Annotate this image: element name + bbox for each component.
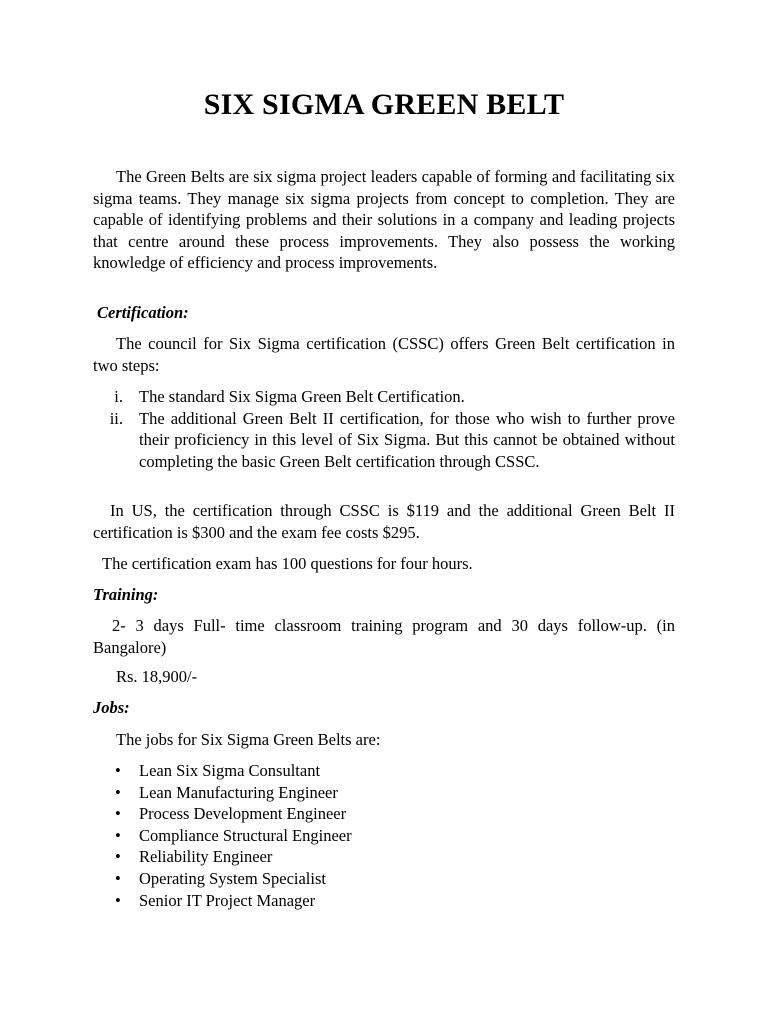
bullet-icon: •	[115, 868, 121, 888]
certification-exam: The certification exam has 100 questions for four hours.	[102, 554, 473, 573]
list-item-text: Lean Six Sigma Consultant	[139, 761, 321, 780]
certification-intro: The council for Six Sigma certification (CSSC) offers Green Belt certification in two steps:	[93, 334, 675, 375]
list-item	[93, 386, 675, 408]
bullet-icon: •	[115, 782, 121, 802]
list-item	[93, 825, 675, 847]
jobs-intro: The jobs for Six Sigma Green Belts are:	[116, 730, 381, 749]
list-item	[93, 890, 675, 912]
list-item-text: The standard Six Sigma Green Belt Certification.	[139, 387, 465, 406]
list-item-text: Operating System Specialist	[139, 868, 326, 888]
list-item	[93, 868, 675, 890]
intro-paragraph: The Green Belts are six sigma project leaders capable of forming and facilitating six sigma teams. They manage six sigma projects from concept to completion. They are capable of identifying problems and their solutions in a company and leading projects that centre around these process improvements. They also possess the working knowledge of efficiency and process improvements.	[93, 167, 675, 273]
training-fee: Rs. 18,900/-	[116, 667, 198, 686]
list-marker: i.	[114, 387, 123, 406]
list-item-text: Lean Manufacturing Engineer	[139, 782, 338, 802]
list-item-text: Process Development Engineer	[139, 804, 347, 824]
certification-steps	[93, 386, 675, 472]
bullet-icon: •	[115, 804, 121, 824]
page-title: SIX SIGMA GREEN BELT	[203, 88, 565, 121]
training-details: 2- 3 days Full- time classroom training program and 30 days follow-up. (in Bangalore)	[93, 616, 675, 657]
list-item-text: The additional Green Belt II certification, for those who wish to further prove their proficiency in this level of Six Sigma. But this cannot be obtained without completing the basic Green Belt certification through CSSC.	[139, 408, 675, 471]
bullet-icon: •	[115, 761, 121, 780]
training-heading: Training:	[93, 585, 159, 604]
list-item-text: Compliance Structural Engineer	[139, 825, 352, 845]
list-item	[93, 760, 675, 782]
list-marker: ii.	[109, 408, 123, 428]
list-item	[93, 846, 675, 868]
bullet-icon: •	[115, 825, 121, 845]
jobs-list	[93, 760, 675, 911]
list-item	[93, 782, 675, 804]
certification-heading: Certification:	[97, 303, 189, 322]
list-item	[93, 408, 675, 473]
jobs-heading: Jobs:	[93, 698, 130, 717]
list-item-text: Reliability Engineer	[139, 847, 273, 867]
list-item-text: Senior IT Project Manager	[139, 890, 316, 910]
bullet-icon: •	[115, 847, 121, 867]
certification-costs: In US, the certification through CSSC is $119 and the additional Green Belt II certification is $300 and the exam fee costs $295.	[93, 501, 675, 542]
bullet-icon: •	[115, 890, 121, 910]
list-item	[93, 803, 675, 825]
